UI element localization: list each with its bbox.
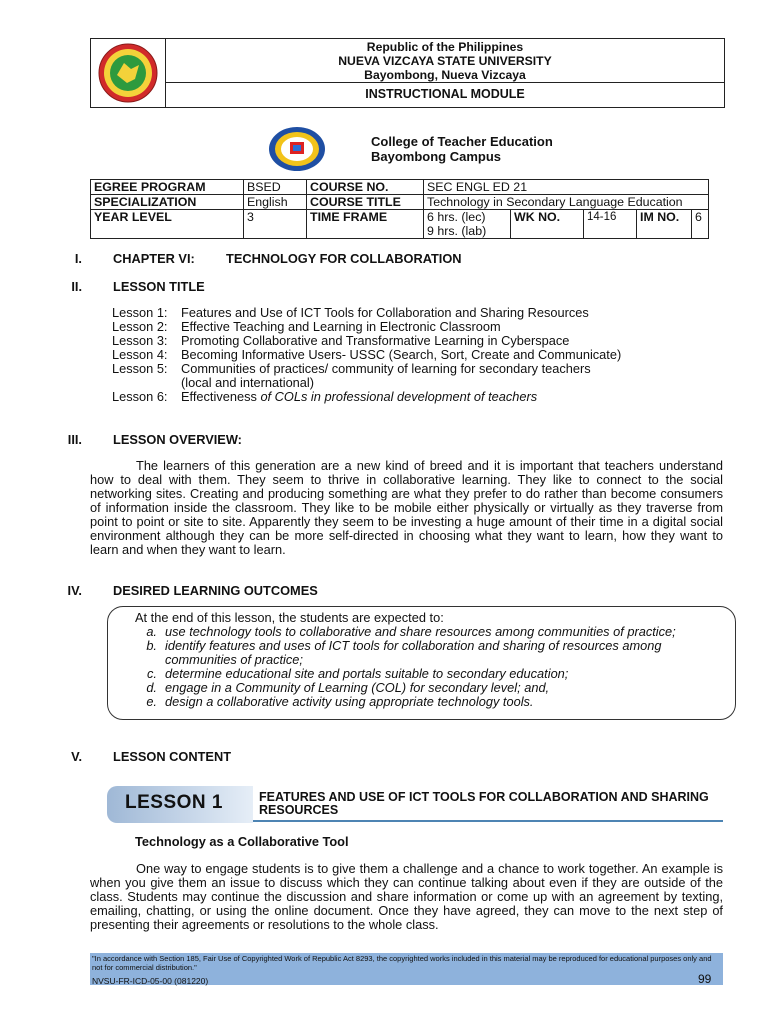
spec-value: English (244, 195, 307, 210)
section-lesson-title (52, 279, 205, 294)
university-info (166, 39, 724, 83)
wk-no-label: WK NO. (511, 210, 584, 239)
lesson-text: Features and Use of ICT Tools for Collaboration and Sharing Resources (181, 305, 589, 320)
outcome-letter: a. (146, 624, 157, 639)
college-seal-icon (268, 126, 326, 172)
year-value: 3 (244, 210, 307, 239)
document-header (90, 38, 725, 108)
lesson-1-title: FEATURES AND USE OF ICT TOOLS FOR COLLABORATION AND SHARING RESOURCES (259, 790, 709, 817)
university-logo-cell (91, 39, 166, 107)
list-item (135, 681, 725, 695)
lesson-text-continued: (local and international) (181, 375, 315, 390)
degree-value: BSED (244, 180, 307, 195)
outcome-letter: d. (146, 680, 157, 695)
section-overview (52, 432, 242, 447)
lesson-1-paragraph (90, 862, 723, 932)
college-campus: Bayombong Campus (371, 149, 502, 164)
college-name: College of Teacher Education (371, 134, 553, 149)
list-item (112, 362, 621, 376)
lesson-label: Lesson 1: (112, 305, 168, 320)
list-item (135, 625, 725, 639)
nvsu-seal-icon (91, 39, 165, 107)
outcome-text: use technology tools to collaborative and share resources among communities of practice; (165, 624, 676, 639)
outcome-text: design a collaborative activity using appropriate technology tools. (165, 694, 534, 709)
year-label: YEAR LEVEL (91, 210, 244, 239)
section-number: III. (67, 432, 82, 447)
course-no-value: SEC ENGL ED 21 (424, 180, 709, 195)
overview-text: The learners of this generation are a new kind of breed and it is important that teachers understand how to deal with them. They seem to thrive in collaborative learning. They like to connect to the social networking sites. Creating and producing something are what they prefer to do rather than become consumers of information inside the classroom. They like to be mobile either physically or virtually as they traverse from point to point or site to site. Apparently they seem to be investing a huge amount of their time in a digital social environment although they can be more self-directed in choosing what they want to learn, how they want to learn and when they want to learn. (90, 458, 723, 557)
lesson-list (112, 306, 621, 404)
list-item (112, 348, 621, 362)
spec-label: SPECIALIZATION (91, 195, 244, 210)
outcomes-list (135, 611, 725, 709)
time-lec: 6 hrs. (lec) (427, 210, 486, 224)
copyright-note: "In accordance with Section 185, Fair Use of Copyrighted Work of Republic Act 8293, the copyrighted works included in this material may be reproduced for educational purposes only and not for commercial distribution." (92, 954, 712, 972)
degree-label: EGREE PROGRAM (91, 180, 244, 195)
table-row (91, 180, 709, 195)
section-heading: LESSON CONTENT (113, 749, 232, 764)
list-item (112, 320, 621, 334)
lesson-text: Becoming Informative Users- USSC (Search, Sort, Create and Communicate) (181, 347, 622, 362)
list-item (135, 667, 725, 681)
page-number: 99 (698, 972, 712, 986)
republic-text: Republic of the Philippines (366, 40, 524, 54)
time-lab: 9 hrs. (lab) (427, 224, 487, 238)
chapter-label: CHAPTER VI: (113, 251, 195, 266)
course-no-label: COURSE NO. (307, 180, 424, 195)
lesson-text: Effective Teaching and Learning in Electronic Classroom (181, 319, 501, 334)
subheading: Technology as a Collaborative Tool (135, 834, 349, 849)
section-outcomes (52, 583, 318, 598)
overview-paragraph (90, 459, 723, 557)
outcomes-intro: At the end of this lesson, the students are expected to: (135, 610, 444, 625)
lesson-label: Lesson 3: (112, 333, 168, 348)
table-row (91, 210, 709, 239)
chapter-title: TECHNOLOGY FOR COLLABORATION (226, 251, 462, 266)
outcome-letter: e. (146, 694, 157, 709)
lesson-1-body: One way to engage students is to give them a challenge and a chance to work together. An example is when you give them an issue to discuss which they can continue talking about even if they are outside of the class. Students may continue the discussion and share information or come up with an agreement by texting, emailing, chatting, or using the online document. Once they have agreed, they can move to the next step of presenting their agreements or resolutions to the whole class. (90, 861, 723, 932)
section-heading: LESSON OVERVIEW: (113, 432, 242, 447)
time-frame-value (424, 210, 511, 239)
outcome-letter: b. (146, 638, 157, 653)
lesson-badge-text: LESSON 1 (125, 792, 223, 813)
outcome-text: identify features and uses of ICT tools for collaboration and sharing of resources among communities of practice; (165, 638, 662, 667)
list-item (112, 334, 621, 348)
table-row (91, 195, 709, 210)
lesson-label: Lesson 2: (112, 319, 168, 334)
im-no-value: 6 (692, 210, 709, 239)
university-name: NUEVA VIZCAYA STATE UNIVERSITY (338, 54, 552, 68)
lesson-label: Lesson 4: (112, 347, 168, 362)
list-item (135, 695, 725, 709)
outcome-text: determine educational site and portals suitable to secondary education; (165, 666, 569, 681)
section-lesson-content (52, 749, 232, 764)
section-number: IV. (67, 583, 82, 598)
section-chapter (52, 251, 462, 266)
lesson-badge (107, 786, 253, 823)
lesson-label: Lesson 6: (112, 389, 168, 404)
university-location: Bayombong, Nueva Vizcaya (364, 68, 526, 82)
lesson-title-underline (253, 820, 723, 822)
lesson-text-italic: of COLs in professional development of teachers (260, 389, 538, 404)
time-frame-label: TIME FRAME (307, 210, 424, 239)
course-title-label: COURSE TITLE (307, 195, 424, 210)
lesson-label: Lesson 5: (112, 361, 168, 376)
section-number: V. (71, 749, 82, 764)
document-code: NVSU-FR-ICD-05-00 (081220) (92, 976, 209, 986)
list-item (112, 390, 621, 404)
section-heading: DESIRED LEARNING OUTCOMES (113, 583, 318, 598)
list-item (135, 639, 725, 667)
course-info-table (90, 179, 709, 239)
section-number: I. (74, 251, 82, 266)
course-title-value: Technology in Secondary Language Education (424, 195, 709, 210)
section-heading: LESSON TITLE (113, 279, 205, 294)
college-info (371, 134, 553, 164)
lesson-text: Communities of practices/ community of learning for secondary teachers (181, 361, 591, 376)
module-title: INSTRUCTIONAL MODULE (365, 87, 525, 101)
lesson-text: Effectiveness (181, 389, 261, 404)
section-number: II. (71, 279, 82, 294)
wk-no-value: 14-16 (584, 210, 637, 239)
lesson-text: Promoting Collaborative and Transformative Learning in Cyberspace (181, 333, 570, 348)
outcome-text: engage in a Community of Learning (COL) for secondary level; and, (165, 680, 550, 695)
outcome-letter: c. (147, 666, 157, 681)
im-no-label: IM NO. (637, 210, 692, 239)
list-item (112, 306, 621, 320)
